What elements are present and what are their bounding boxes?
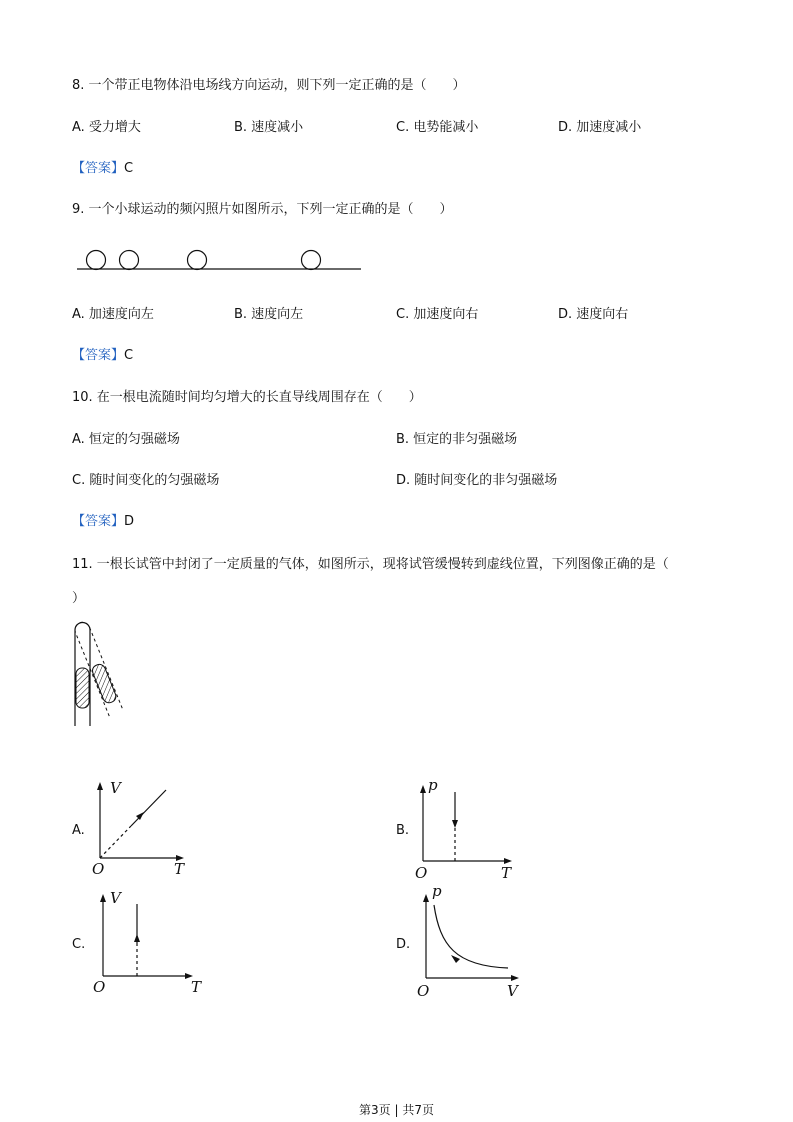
answer-tag: 【答案】 bbox=[72, 348, 125, 363]
q8-option-b: B. 速度减小 bbox=[234, 120, 304, 135]
q8-option-c: C. 电势能减小 bbox=[396, 120, 479, 135]
graph-b-x-label: T bbox=[501, 864, 512, 882]
graph-c-y-label: V bbox=[110, 889, 121, 907]
q8-stem: 8. 一个带正电物体沿电场线方向运动，则下列一定正确的是（ ） bbox=[72, 78, 466, 93]
answer-tag: 【答案】 bbox=[72, 161, 125, 176]
graph-a-x-label: T bbox=[174, 860, 185, 878]
q9-stem: 9. 一个小球运动的频闪照片如图所示，下列一定正确的是（ ） bbox=[72, 202, 453, 217]
q11-stem-line1: 11. 一根长试管中封闭了一定质量的气体，如图所示，现将试管缓慢转到虚线位置，下列图像正确的是（ bbox=[72, 557, 669, 572]
x-axis-arrow bbox=[511, 975, 519, 981]
graph-b-label: B. bbox=[396, 823, 410, 838]
graph-a-origin: O bbox=[92, 860, 105, 878]
graph-c-label: C. bbox=[72, 937, 86, 952]
q10-stem: 10. 在一根电流随时间均匀增大的长直导线周围存在（ ） bbox=[72, 390, 422, 405]
isotherm-curve bbox=[434, 905, 508, 968]
graph-b-y-label: p bbox=[428, 776, 438, 794]
graph-c-x-label: T bbox=[191, 978, 202, 996]
q10-option-d: D. 随时间变化的非匀强磁场 bbox=[396, 473, 558, 488]
y-axis-arrow bbox=[423, 894, 429, 902]
q9-option-b: B. 速度向左 bbox=[234, 307, 304, 322]
graph-d-x-label: V bbox=[507, 982, 518, 1000]
answer-tag: 【答案】 bbox=[72, 514, 125, 529]
q8-option-d: D. 加速度减小 bbox=[558, 120, 642, 135]
graph-b-origin: O bbox=[415, 864, 428, 882]
q9-option-d: D. 速度向右 bbox=[558, 307, 629, 322]
direction-arrow bbox=[451, 955, 460, 963]
q9-option-c: C. 加速度向右 bbox=[396, 307, 479, 322]
q10-option-a: A. 恒定的匀强磁场 bbox=[72, 432, 180, 447]
graph-a-label: A. bbox=[72, 823, 85, 838]
q11-stem-line2: ） bbox=[72, 591, 86, 606]
graph-d-y-label: p bbox=[432, 882, 442, 900]
answer-value: D bbox=[124, 514, 135, 529]
graph-d-label: D. bbox=[396, 937, 411, 952]
q9-option-a: A. 加速度向左 bbox=[72, 307, 154, 322]
graph-d-origin: O bbox=[417, 982, 430, 1000]
answer-value: C bbox=[124, 348, 134, 363]
q10-option-b: B. 恒定的非匀强磁场 bbox=[396, 432, 518, 447]
q8-option-a: A. 受力增大 bbox=[72, 120, 141, 135]
q10-option-c: C. 随时间变化的匀强磁场 bbox=[72, 473, 220, 488]
graph-c-origin: O bbox=[93, 978, 106, 996]
graph-a-y-label: V bbox=[110, 779, 121, 797]
page-footer: 第3页 | 共7页 bbox=[359, 1103, 434, 1117]
answer-value: C bbox=[124, 161, 134, 176]
